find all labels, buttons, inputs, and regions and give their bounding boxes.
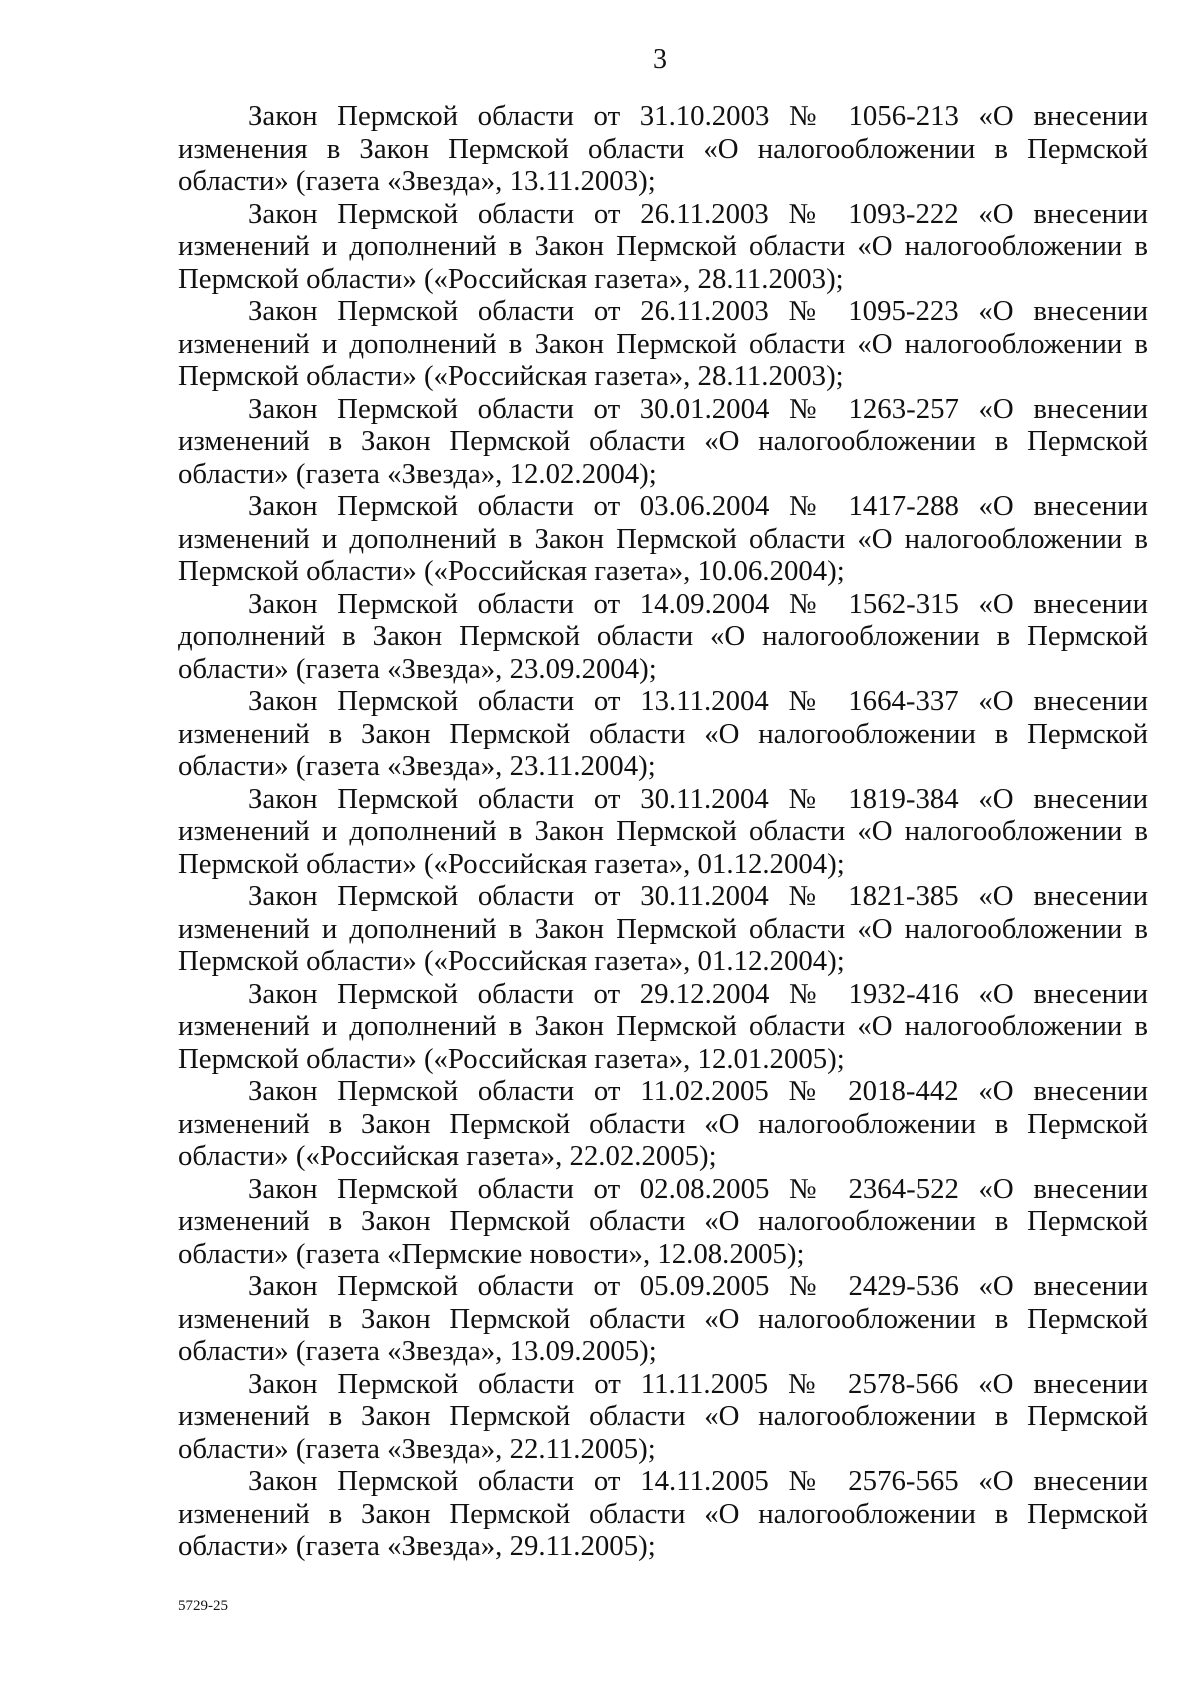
law-entry: Закон Пермской области от 14.09.2004 № 1562-315 «О внесении дополнений в Закон Пермской области «О налогообложении в Пермской области» (газета «Звезда», 23.09.2004); <box>178 587 1148 685</box>
law-entry: Закон Пермской области от 05.09.2005 № 2429-536 «О внесении изменений в Закон Пермской области «О налогообложении в Пермской области» (газета «Звезда», 13.09.2005); <box>178 1270 1148 1367</box>
law-entry: Закон Пермской области от 14.11.2005 № 2576-565 «О внесении изменений в Закон Пермской области «О налогообложении в Пермской области» (газета «Звезда», 29.11.2005); <box>178 1465 1148 1562</box>
law-entry: Закон Пермской области от 30.11.2004 № 1819-384 «О внесении изменений и дополнений в Закон Пермской области «О налогообложении в Пермской области» («Российская газета», 01.12.2004); <box>178 782 1148 880</box>
law-entry: Закон Пермской области от 13.11.2004 № 1664-337 «О внесении изменений в Закон Пермской области «О налогообложении в Пермской области» (газета «Звезда», 23.11.2004); <box>178 685 1148 782</box>
law-entry: Закон Пермской области от 30.11.2004 № 1821-385 «О внесении изменений и дополнений в Закон Пермской области «О налогообложении в Пермской области» («Российская газета», 01.12.2004); <box>178 880 1148 977</box>
law-entry: Закон Пермской области от 26.11.2003 № 1095-223 «О внесении изменений и дополнений в Закон Пермской области «О налогообложении в Пермской области» («Российская газета», 28.11.2003); <box>178 295 1148 392</box>
document-code: 5729-25 <box>178 1598 228 1614</box>
law-entry: Закон Пермской области от 11.02.2005 № 2018-442 «О внесении изменений в Закон Пермской области «О налогообложении в Пермской области» («Российская газета», 22.02.2005); <box>178 1075 1148 1172</box>
law-entry: Закон Пермской области от 26.11.2003 № 1093-222 «О внесении изменений и дополнений в Закон Пермской области «О налогообложении в Пермской области» («Российская газета», 28.11.2003); <box>178 197 1148 295</box>
law-entry: Закон Пермской области от 02.08.2005 № 2364-522 «О внесении изменений в Закон Пермской области «О налогообложении в Пермской области» (газета «Пермские новости», 12.08.2005); <box>178 1172 1148 1270</box>
page-number: 3 <box>653 44 667 75</box>
law-entry: Закон Пермской области от 11.11.2005 № 2578-566 «О внесении изменений в Закон Пермской области «О налогообложении в Пермской области» (газета «Звезда», 22.11.2005); <box>178 1367 1148 1465</box>
law-entry: Закон Пермской области от 30.01.2004 № 1263-257 «О внесении изменений в Закон Пермской области «О налогообложении в Пермской области» (газета «Звезда», 12.02.2004); <box>178 392 1148 490</box>
law-entry: Закон Пермской области от 31.10.2003 № 1056-213 «О внесении изменения в Закон Пермской области «О налогообложении в Пермской области» (газета «Звезда», 13.11.2003); <box>178 100 1148 197</box>
law-entry: Закон Пермской области от 03.06.2004 № 1417-288 «О внесении изменений и дополнений в Закон Пермской области «О налогообложении в Пермской области» («Российская газета», 10.06.2004); <box>178 490 1148 587</box>
law-entry: Закон Пермской области от 29.12.2004 № 1932-416 «О внесении изменений и дополнений в Закон Пермской области «О налогообложении в Пермской области» («Российская газета», 12.01.2005); <box>178 977 1148 1075</box>
law-list <box>178 100 1148 1563</box>
